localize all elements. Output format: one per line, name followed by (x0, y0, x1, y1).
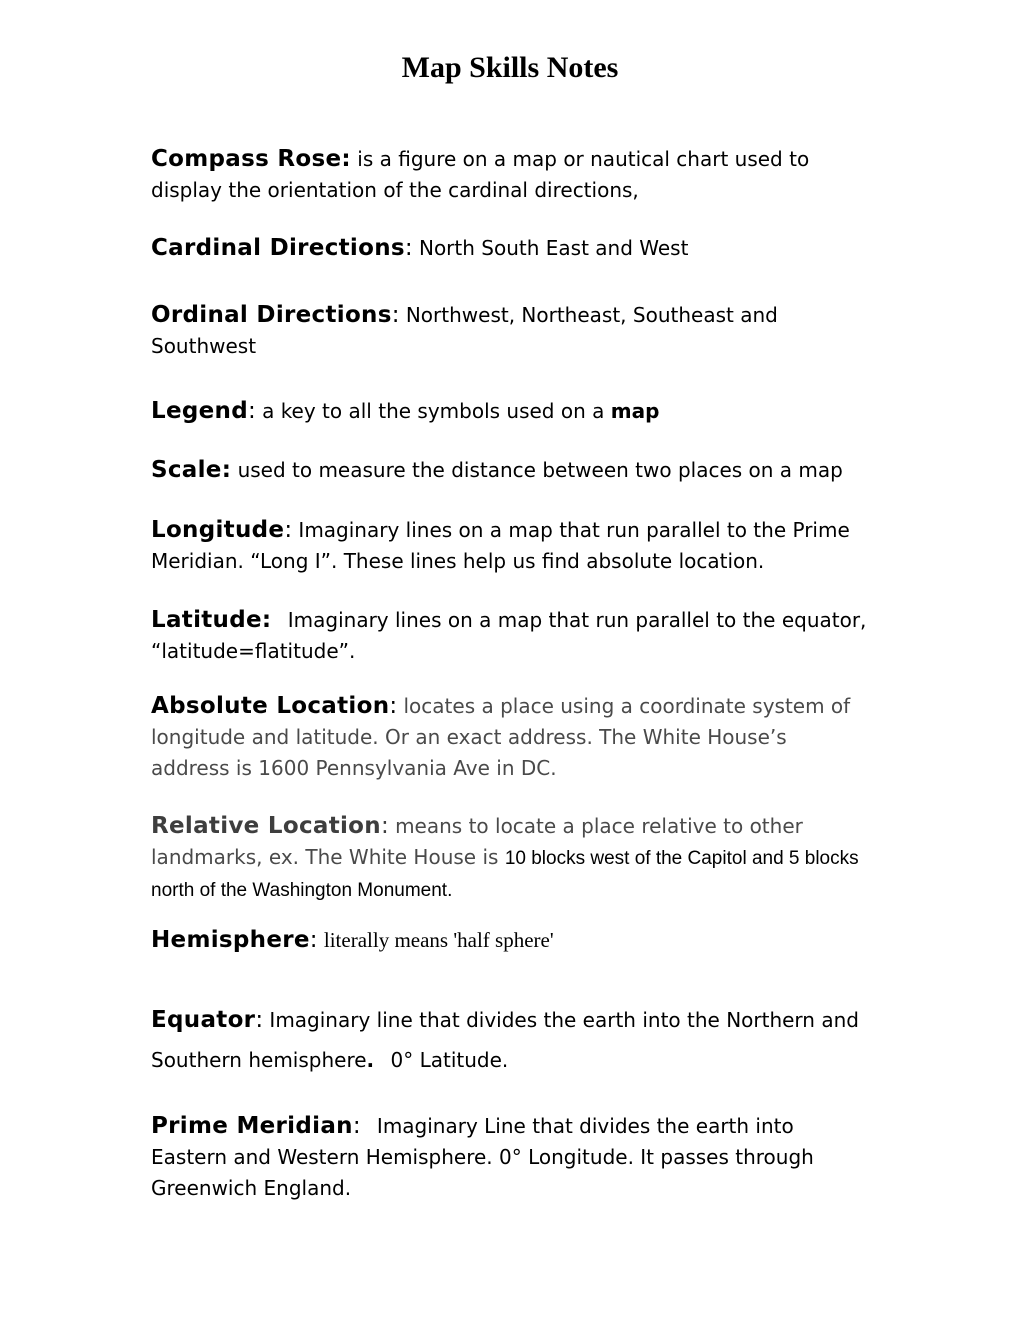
definition-equator: Imaginary line that divides the earth into the Northern and Southern hemisphere (151, 1008, 859, 1072)
term-longitude: Longitude (151, 517, 285, 543)
section-equator (151, 1000, 869, 1080)
section-cardinal-directions (151, 233, 869, 264)
section-absolute-location (151, 691, 869, 784)
term-latitude: Latitude: (151, 607, 272, 633)
page-title: Map Skills Notes (401, 51, 619, 84)
section-scale (151, 455, 869, 486)
definition-relative-location: means to locate a place relative to other landmarks, ex. The White House is (151, 814, 803, 869)
term-cardinal-directions: Cardinal Directions (151, 235, 405, 261)
term-relative-location: Relative Location (151, 813, 381, 839)
section-legend (151, 396, 869, 427)
definition-legend-bold-word: map (610, 399, 660, 423)
section-hemisphere (151, 925, 869, 956)
colon-legend: : (247, 398, 256, 424)
section-compass-rose (151, 144, 869, 206)
definition-relative-location-detail: 10 blocks west of the Capitol and 5 blocks north of the Washington Monument. (151, 848, 859, 901)
definition-compass-rose: is a figure on a map or nautical chart used to display the orientation of the cardinal directions, (151, 147, 810, 202)
colon-hemisphere: : (309, 927, 318, 953)
colon-ordinal-directions: : (391, 302, 400, 328)
term-prime-meridian: Prime Meridian (151, 1113, 353, 1139)
term-hemisphere: Hemisphere (151, 927, 310, 953)
colon-cardinal-directions: : (404, 235, 413, 261)
document-body (151, 144, 869, 1204)
term-ordinal-directions: Ordinal Directions (151, 302, 392, 328)
section-prime-meridian (151, 1111, 869, 1204)
colon-prime-meridian: : (352, 1113, 361, 1139)
term-compass-rose: Compass Rose: (151, 146, 351, 172)
section-ordinal-directions (151, 300, 869, 362)
definition-scale: used to measure the distance between two places on a map (237, 458, 843, 482)
definition-legend: a key to all the symbols used on a (262, 399, 611, 423)
definition-cardinal-directions: North South East and West (418, 236, 689, 260)
definition-equator-bold-period: . (366, 1048, 375, 1072)
colon-longitude: : (284, 517, 293, 543)
definition-absolute-location: locates a place using a coordinate system of longitude and latitude. Or an exact address. The White House’s address is 1600 Pennsylvania Ave in DC. (151, 694, 851, 780)
term-absolute-location: Absolute Location (151, 693, 390, 719)
definition-longitude: Imaginary lines on a map that run parallel to the Prime Meridian. “Long I”. These lines help us find absolute location. (151, 518, 850, 573)
colon-relative-location: : (380, 813, 389, 839)
definition-latitude: Imaginary lines on a map that run parallel to the equator, “latitude=flatitude”. (151, 608, 867, 663)
definition-hemisphere: literally means 'half sphere' (323, 928, 554, 952)
colon-absolute-location: : (389, 693, 398, 719)
section-longitude (151, 515, 869, 577)
definition-ordinal-directions: Northwest, Northeast, Southeast and Southwest (151, 303, 778, 358)
term-equator: Equator (151, 1007, 256, 1033)
section-relative-location (151, 811, 869, 906)
term-scale: Scale: (151, 457, 232, 483)
section-latitude (151, 605, 869, 667)
term-legend: Legend (151, 398, 248, 424)
definition-prime-meridian: Imaginary Line that divides the earth into Eastern and Western Hemisphere. 0° Longitude. It passes through Greenwich England. (151, 1114, 814, 1200)
definition-equator-latitude: 0° Latitude. (390, 1048, 509, 1072)
colon-equator: : (255, 1007, 264, 1033)
